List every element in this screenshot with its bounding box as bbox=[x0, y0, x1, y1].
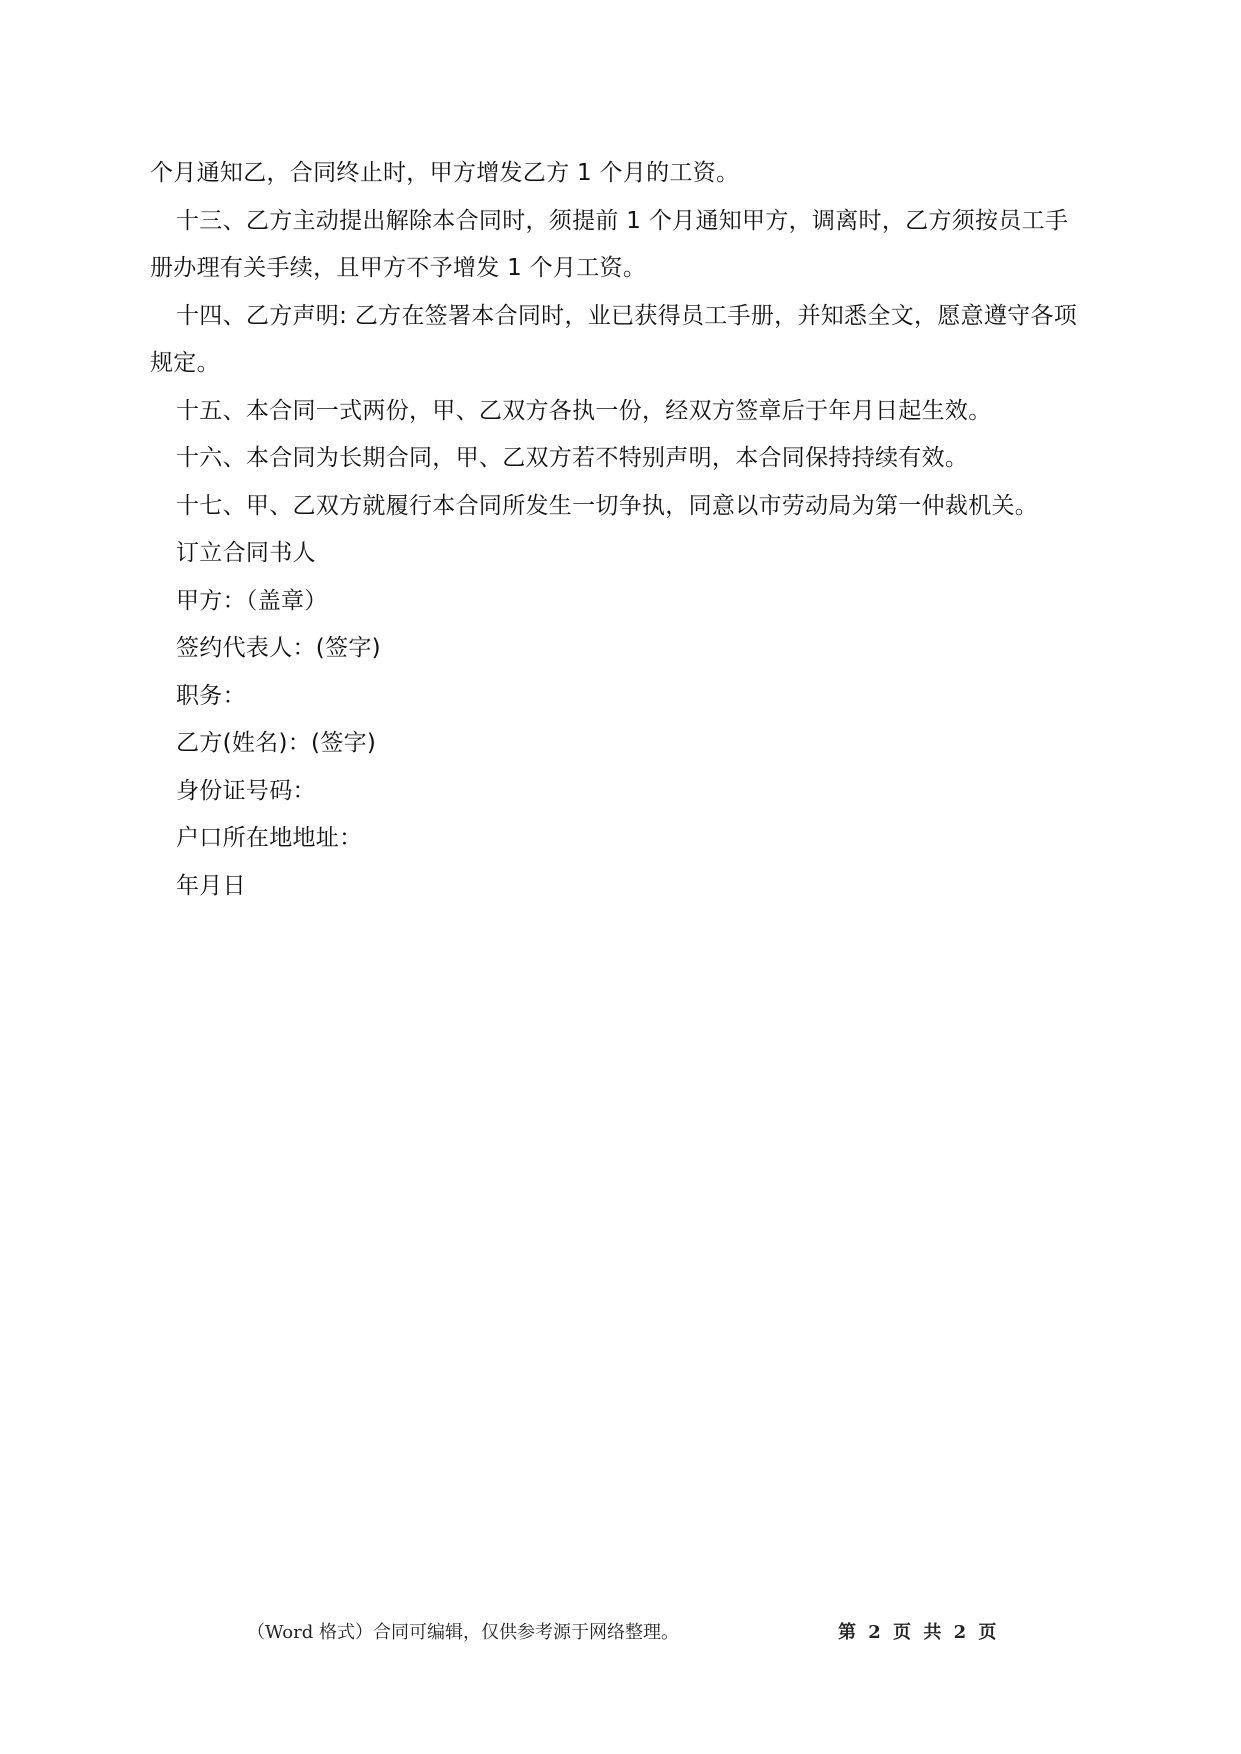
signature-heading: 订立合同书人 bbox=[176, 540, 316, 566]
clause-15: 十五、本合同一式两份，甲、乙双方各执一份，经双方签章后于年月日起生效。 bbox=[176, 397, 992, 424]
party-b-signature: 乙方(姓名)：(签字) bbox=[176, 730, 377, 756]
paragraph-continuation: 个月通知乙，合同终止时，甲方增发乙方 1 个月的工资。 bbox=[150, 160, 740, 186]
clause-13: 十三、乙方主动提出解除本合同时，须提前 1 个月通知甲方，调离时，乙方须按员工手册办理有关手续，且甲方不予增发 1 个月工资。 bbox=[150, 207, 1069, 281]
clause-16: 十六、本合同为长期合同，甲、乙双方若不特别声明，本合同保持持续有效。 bbox=[176, 445, 969, 471]
party-a-seal: 甲方：（盖章） bbox=[176, 587, 328, 614]
footer-note: （Word 格式）合同可编辑，仅供参考源于网络整理。 bbox=[247, 1622, 679, 1643]
signature-block bbox=[150, 530, 1090, 910]
clause-14: 十四、乙方声明: 乙方在签署本合同时，业已获得员工手册，并知悉全文，愿意遵守各项规定。 bbox=[150, 302, 1078, 376]
page-footer bbox=[0, 1618, 1241, 1648]
page-number: 第 2 页 共 2 页 bbox=[838, 1622, 1000, 1643]
date-field: 年月日 bbox=[176, 872, 246, 899]
contract-body bbox=[150, 150, 1090, 910]
position-field: 职务： bbox=[176, 682, 246, 709]
address-field: 户口所在地地址： bbox=[176, 825, 363, 851]
representative-signature: 签约代表人：(签字) bbox=[176, 635, 381, 661]
id-number-field: 身份证号码： bbox=[176, 777, 316, 804]
clause-17: 十七、甲、乙双方就履行本合同所发生一切争执，同意以市劳动局为第一仲裁机关。 bbox=[176, 492, 1039, 519]
